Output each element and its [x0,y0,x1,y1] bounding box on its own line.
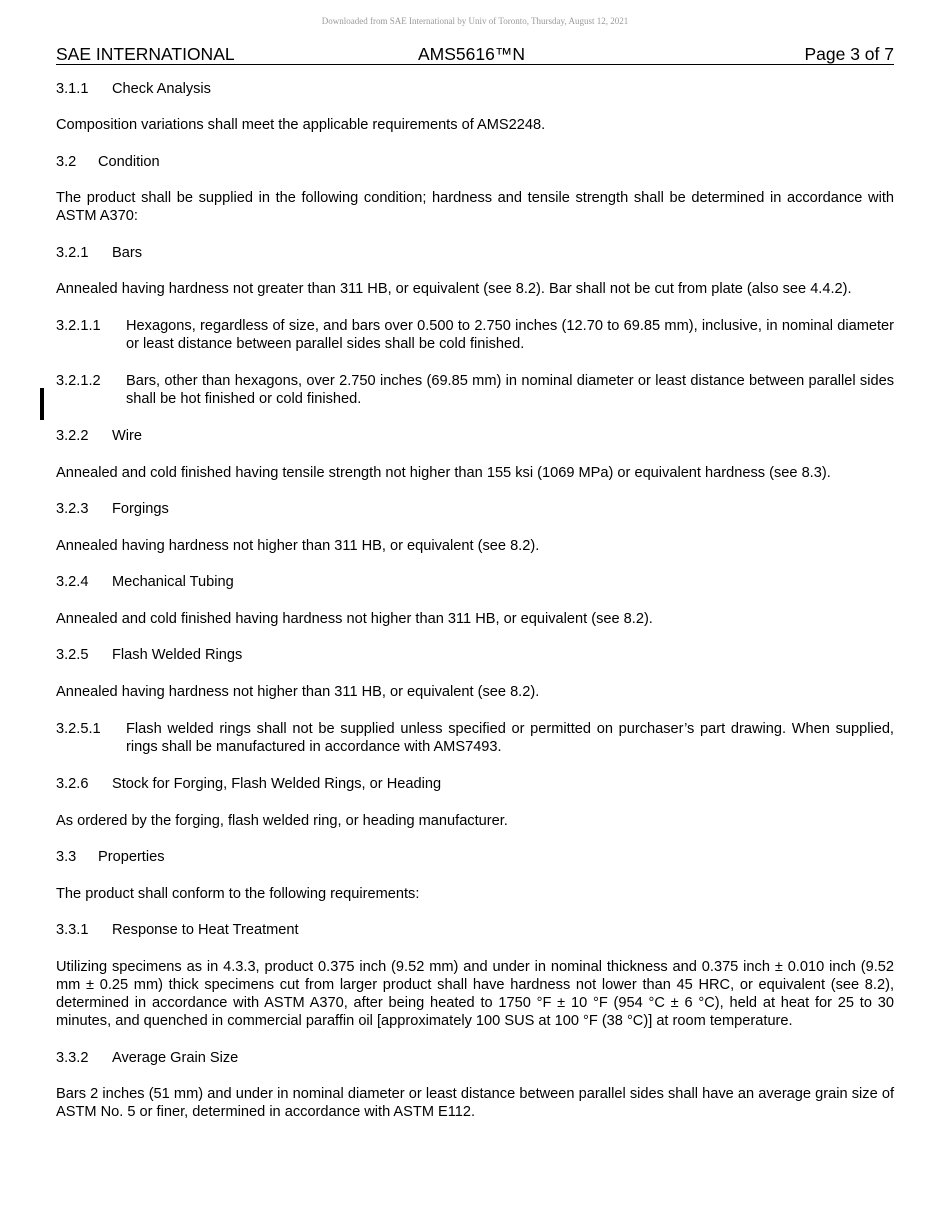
section-title: Response to Heat Treatment [112,922,299,938]
section-paragraph: Flash welded rings shall not be supplied unless specified or permitted on purchaser’s part drawing. When supplied, rings shall be manufactured in accordance with AMS7493. [126,721,894,755]
section-number: 3.3.2 [56,1050,89,1066]
header-publisher: SAE INTERNATIONAL [56,44,235,64]
section-paragraph: Annealed having hardness not higher than 311 HB, or equivalent (see 8.2). [56,684,540,700]
subsection-3-2-1-2 [56,372,894,408]
section-paragraph: Utilizing specimens as in 4.3.3, product 0.375 inch (9.52 mm) and under in nominal thickness and 0.375 inch ± 0.010 inch (9.52 mm ± 0.25 mm) thick specimens cut from larger product shall have hardness not lower than 45 HRC, or equivalent (see 8.2), determined in accordance with ASTM A370, after being heated to 1750 °F ± 10 °F (954 °C ± 6 °C), held at heat for 25 to 30 minutes, and quenched in commercial paraffin oil [approximately 100 SUS at 100 °F (38 °C)] at room temperature. [56,959,894,1029]
section-heading-3-3-1 [56,921,894,939]
section-number: 3.3 [56,849,77,865]
section-heading-3-2-1 [56,244,894,262]
download-watermark: Downloaded from SAE International by Univ of Toronto, Thursday, August 12, 2021 [321,16,629,26]
subsection-3-2-1-1 [56,317,894,353]
header-page-number: Page 3 of 7 [804,44,894,64]
section-paragraph: Annealed having hardness not greater than 311 HB, or equivalent (see 8.2). Bar shall not be cut from plate (also see 4.4.2). [56,281,852,297]
section-title: Stock for Forging, Flash Welded Rings, or Heading [112,776,442,792]
section-title: Properties [98,849,165,865]
section-number: 3.1.1 [56,81,89,97]
section-paragraph: Annealed and cold finished having hardness not higher than 311 HB, or equivalent (see 8.2). [56,611,653,627]
section-heading-3-3-2 [56,1049,894,1067]
section-number: 3.2.5.1 [56,721,101,737]
section-paragraph: The product shall be supplied in the following condition; hardness and tensile strength shall be determined in accordance with ASTM A370: [56,190,894,224]
section-paragraph: Bars, other than hexagons, over 2.750 inches (69.85 mm) in nominal diameter or least distance between parallel sides shall be hot finished or cold finished. [126,373,894,407]
section-title: Average Grain Size [112,1050,239,1066]
section-title: Check Analysis [112,81,211,97]
section-paragraph: Bars 2 inches (51 mm) and under in nominal diameter or least distance between parallel sides shall have an average grain size of ASTM No. 5 or finer, determined in accordance with ASTM E112. [56,1086,894,1120]
section-number: 3.2.1.1 [56,318,101,334]
section-paragraph: Annealed and cold finished having tensile strength not higher than 155 ksi (1069 MPa) or equivalent hardness (see 8.3). [56,465,831,481]
section-title: Flash Welded Rings [112,647,243,663]
section-title: Mechanical Tubing [112,574,234,590]
section-title: Wire [112,428,142,444]
header-document-id: AMS5616™N [418,44,525,64]
section-heading-3-2-6 [56,775,894,793]
subsection-3-2-5-1 [56,720,894,756]
section-paragraph: Annealed having hardness not higher than 311 HB, or equivalent (see 8.2). [56,538,540,554]
section-number: 3.2.3 [56,501,89,517]
section-heading-3-1-1 [56,80,894,98]
section-heading-3-2 [56,153,894,171]
section-number: 3.3.1 [56,922,89,938]
section-paragraph: Hexagons, regardless of size, and bars over 0.500 to 2.750 inches (12.70 to 69.85 mm), inclusive, in nominal diameter or least distance between parallel sides shall be cold finished. [126,318,894,352]
page-header [56,44,894,65]
section-number: 3.2.5 [56,647,89,663]
section-number: 3.2.2 [56,428,89,444]
section-title: Forgings [112,501,169,517]
section-heading-3-3 [56,848,894,866]
section-heading-3-2-5 [56,646,894,664]
section-paragraph: As ordered by the forging, flash welded ring, or heading manufacturer. [56,813,508,829]
section-heading-3-2-2 [56,427,894,445]
section-title: Bars [112,245,143,261]
section-number: 3.2.1.2 [56,373,101,389]
section-paragraph: The product shall conform to the following requirements: [56,886,420,902]
section-number: 3.2.6 [56,776,89,792]
section-number: 3.2.4 [56,574,89,590]
section-number: 3.2 [56,154,77,170]
section-heading-3-2-3 [56,500,894,518]
section-paragraph: Composition variations shall meet the applicable requirements of AMS2248. [56,117,546,133]
revision-change-bar [40,388,44,420]
section-heading-3-2-4 [56,573,894,591]
section-number: 3.2.1 [56,245,89,261]
document-body [56,80,894,1121]
section-title: Condition [98,154,160,170]
